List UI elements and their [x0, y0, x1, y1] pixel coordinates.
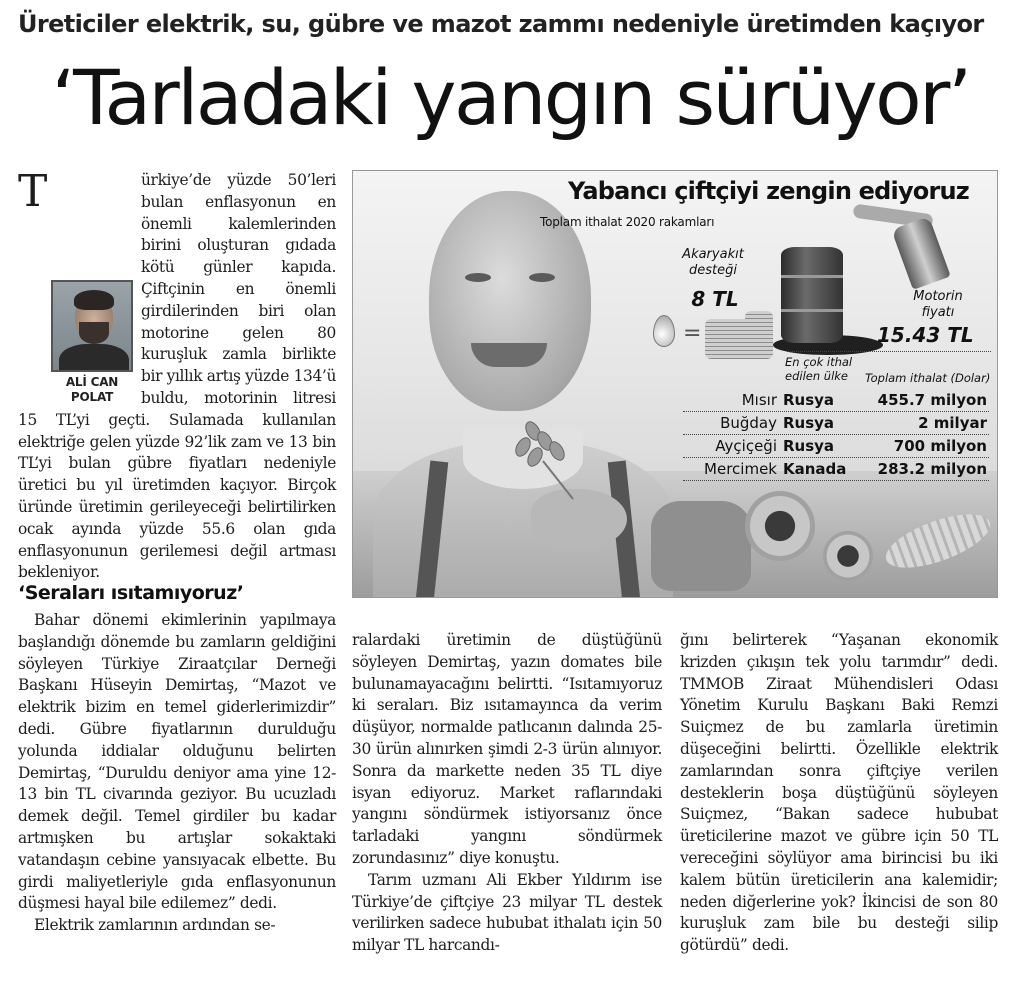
drop-cap: T	[18, 166, 47, 217]
country-column-header	[785, 355, 857, 383]
total-column-header: Toplam ithalat (Dolar)	[865, 371, 991, 385]
diesel-price-label-line: Motorin	[913, 289, 963, 304]
author-last-name: POLAT	[70, 390, 114, 404]
table-row	[683, 412, 989, 435]
author-first-name: ALİ CAN	[65, 375, 119, 389]
country-column-header-line: edilen ülke	[785, 369, 849, 383]
product-cell: Buğday	[720, 414, 777, 432]
graphic-subtitle: Toplam ithalat 2020 rakamları	[540, 215, 715, 229]
paragraph: ğını belirterek “Yaşanan ekonomik krizden çıkışın tek yolu tarımdır” dedi. TMMOB Ziraat Mühendisleri Odası Yönetim Kurulu Başkanı Baki Remzi Suiçmez de bu zamlarla üretimin düşeceğini belirtti. Özellikle elektrik zamlarından sonra çiftçiye verilen desteklerin boşa düştüğünü söyleyen Suiçmez, “Bakan sadece hububat üreticilerine mazot ve gübre için 50 TL vereceğini söylüyor ama birincisi bu iki kalem bütün üreticilerin ana kalemidir; neden diğerlerine yok? İkincisi de son 80 kuruşluk zam bile bu desteği silip götürdü” dedi.	[680, 631, 998, 955]
fuel-support-label	[671, 247, 755, 279]
author-box	[51, 280, 133, 405]
amount-cell: 2 milyar	[918, 414, 987, 432]
farmer-smile	[471, 343, 547, 367]
import-table	[683, 389, 989, 481]
country-cell: Rusya	[783, 414, 835, 432]
diesel-price-label	[893, 289, 983, 321]
table-row	[683, 458, 989, 481]
lead-paragraph	[18, 166, 337, 584]
fuel-support-label-line: Akaryakıt	[682, 247, 744, 262]
coins-icon	[745, 311, 773, 359]
diesel-price-value: 15.43 TL	[877, 323, 974, 347]
lead-text: ürkiye’de yüzde 50’leri bulan enflasyonun en önemli kalemlerinden birini oluşturan gıdada kötü günler kapıda. Çiftçinin en önemli girdilerinden biri olan motorine gelen 80 kuruşluk zamla birlikte bir yıllık artış yüzde 134’ü buldu, motorinin litresi 15 TL’yi geçti. Sulamada kullanılan elektriğe gelen yüzde 92’lik zam ve 13 bin TL’yi bulan gübre fiyatları nedeniyle üretici bu yıl üretimden kaçıyor. Birçok üründe üretimin gerileyeceği belirtilirken ocak ayında yüzde 55.6 olan gıda enflasyonunun gerilemesi değil artması bekleniyor.	[18, 171, 337, 582]
product-cell: Mısır	[741, 391, 777, 409]
amount-cell: 283.2 milyon	[877, 460, 987, 478]
sunflower-icon	[745, 491, 815, 561]
paragraph: Tarım uzmanı Ali Ekber Yıldırım ise Türkiye’de çiftçiye 23 milyar TL destek verilirken sadece hububat ithalatı için 50 milyar TL harcandı-	[352, 870, 662, 955]
farmer-eye	[465, 273, 491, 282]
author-photo	[51, 280, 133, 372]
country-cell: Rusya	[783, 391, 835, 409]
paragraph: Elektrik zamlarının ardından se-	[34, 916, 276, 935]
amount-cell: 455.7 milyon	[877, 391, 987, 409]
country-cell: Kanada	[783, 460, 847, 478]
kicker: Üreticiler elektrik, su, gübre ve mazot zammı nedeniyle üretimden kaçıyor	[18, 10, 984, 38]
fuel-support-value: 8 TL	[691, 287, 739, 311]
paragraph: Bahar dönemi ekimlerinin yapılmaya başlandığı dönemde bu zamların geldiğini söyleyen Türkiye Ziraatçılar Derneği Başkanı Hüseyin Demirtaş, “Mazot ve elektrik bizim en temel giderlerimizdir” dedi. Gübre fiyatlarının durulduğu yolunda iddialar olduğunu belirten Demirtaş, “Duruldu deniyor ama yine 12-13 bin TL civarında geziyor. Bu ucuzladı demek değil. Temel girdiler bu kadar artmışken bu artışlar sokaktaki vatandaşın cebine yansıyacak elbette. Bu girdi maliyetleriyle gıda enflasyonunun düşmesi hayal bile edilemez” dedi.	[18, 611, 336, 913]
fuel-drop-icon	[653, 315, 675, 347]
wheat-icon	[503, 411, 593, 501]
product-cell: Mercimek	[704, 460, 777, 478]
table-row	[683, 389, 989, 412]
country-column-header-line: En çok ithal	[785, 355, 853, 369]
table-row	[683, 435, 989, 458]
infographic	[352, 170, 998, 598]
oil-barrel-icon	[781, 247, 843, 343]
divider	[787, 351, 991, 352]
amount-cell: 700 milyon	[893, 437, 987, 455]
farmer-eye	[529, 273, 555, 282]
equals-icon: =	[683, 321, 702, 346]
graphic-title: Yabancı çiftçiyi zengin ediyoruz	[568, 177, 969, 205]
fuel-nozzle-icon	[891, 216, 950, 290]
country-cell: Rusya	[783, 437, 835, 455]
column-2-body	[352, 630, 662, 957]
column-3-body	[680, 630, 998, 957]
paragraph: ralardaki üretimin de düştüğünü söyleyen Demirtaş, yazın domates bile bulunamayacağını belirtti. “Isıtamıyoruz ki seraları. Biz ısıtamayınca da verim düşüyor, normalde patlıcanın dalında 25-30 ürün alınırken şimdi 2-3 ürün alınıyor. Sonra da markette neden 35 TL diye isyan ediyoruz. Market raflarındaki yangını söndürmek istiyorsanız önce tarladaki yangını söndürmek zorundasınız” diye konuştu.	[352, 631, 662, 867]
seed-sack	[651, 501, 751, 591]
subhead: ‘Seraları ısıtamıyoruz’	[18, 582, 244, 604]
sunflower-icon	[823, 531, 873, 581]
diesel-price-label-line: fiyatı	[921, 305, 955, 320]
column-1-body	[18, 610, 336, 937]
author-name	[51, 375, 133, 405]
fuel-support-label-line: desteği	[689, 263, 737, 278]
headline: ‘Tarladaki yangın sürüyor’	[51, 53, 970, 142]
product-cell: Ayçiçeği	[715, 437, 777, 455]
